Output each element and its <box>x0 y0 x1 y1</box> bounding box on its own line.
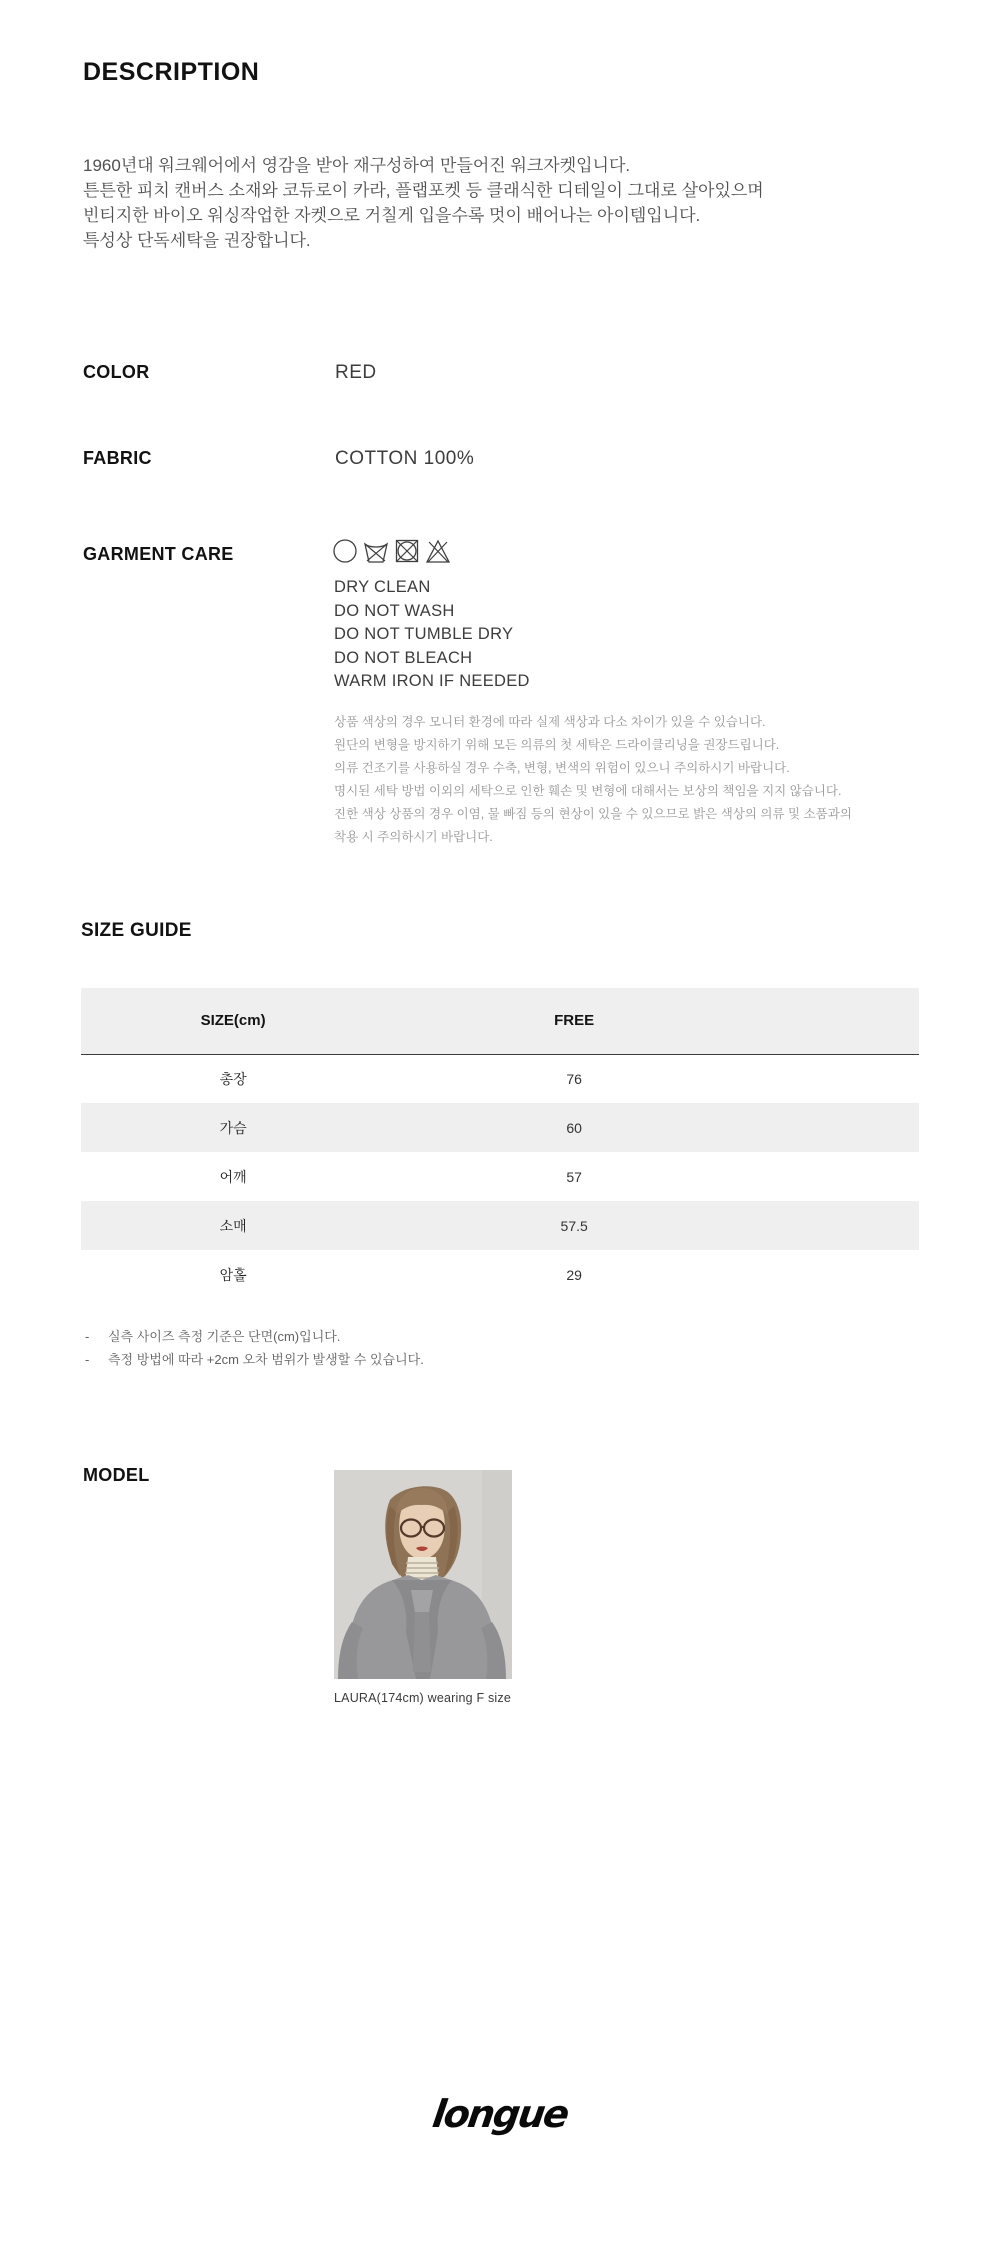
do-not-tumble-dry-icon <box>393 535 421 565</box>
care-disclaimer-line: 진한 색상 상품의 경우 이염, 물 빠짐 등의 현상이 있을 수 있으므로 밝은 색상의 의류 및 소품과의 <box>334 807 852 821</box>
measure-label: 총장 <box>219 1070 247 1087</box>
size-guide-notes <box>85 1325 424 1371</box>
measure-value: 60 <box>566 1119 582 1136</box>
description-title: DESCRIPTION <box>83 58 260 86</box>
care-instructions <box>334 576 530 694</box>
do-not-wash-icon <box>362 535 390 565</box>
care-disclaimer-line: 원단의 변형을 방지하기 위해 모든 의류의 첫 세탁은 드라이클리닝을 권장드립니다. <box>334 738 780 752</box>
do-not-bleach-icon <box>424 535 452 565</box>
size-guide-title: SIZE GUIDE <box>81 920 192 941</box>
empty-column-header <box>763 988 919 1054</box>
note-dash: - <box>85 1329 90 1344</box>
brand-logo: longue <box>429 2092 571 2136</box>
intro-line: 특성상 단독세탁을 권장합니다. <box>83 231 311 250</box>
measure-label: 어깨 <box>219 1168 247 1185</box>
table-row <box>81 1103 919 1152</box>
care-disclaimer-line: 상품 색상의 경우 모니터 환경에 따라 실제 색상과 다소 차이가 있을 수 있습니다. <box>334 715 766 729</box>
measure-value: 76 <box>566 1070 582 1087</box>
intro-line: 1960년대 워크웨어에서 영감을 받아 재구성하여 만들어진 워크자켓입니다. <box>83 156 631 175</box>
measure-label: 암홀 <box>219 1266 247 1283</box>
care-disclaimer-line: 명시된 세탁 방법 이외의 세탁으로 인한 훼손 및 변형에 대해서는 보상의 책임을 지지 않습니다. <box>334 784 842 798</box>
brand-footer <box>0 2092 1000 2136</box>
measure-value: 57.5 <box>560 1217 588 1234</box>
measure-value: 57 <box>566 1168 582 1185</box>
measure-label: 소매 <box>219 1217 247 1234</box>
note-dash: - <box>85 1352 90 1367</box>
care-instruction-line: DO NOT BLEACH <box>334 648 473 667</box>
dry-clean-circle-icon <box>331 535 359 565</box>
table-row <box>81 1054 919 1103</box>
care-disclaimers <box>334 711 852 849</box>
fabric-label: FABRIC <box>83 448 152 468</box>
care-disclaimer-line: 착용 시 주의하시기 바랍니다. <box>334 830 493 844</box>
model-figure <box>334 1470 512 1705</box>
care-disclaimer-line: 의류 건조기를 사용하실 경우 수축, 변형, 변색의 위험이 있으니 주의하시기 바랍니다. <box>334 761 790 775</box>
color-label: COLOR <box>83 362 150 382</box>
intro-line: 튼튼한 피치 캔버스 소재와 코듀로이 카라, 플랩포켓 등 클래식한 디테일이 그대로 살아있으며 <box>83 181 764 200</box>
care-instruction-line: DO NOT TUMBLE DRY <box>334 625 514 643</box>
color-value: RED <box>335 362 377 383</box>
note-text: 측정 방법에 따라 +2cm 오차 범위가 발생할 수 있습니다. <box>108 1352 424 1367</box>
size-table-header-row <box>81 988 919 1054</box>
size-guide-table <box>81 988 919 1299</box>
table-row <box>81 1152 919 1201</box>
care-symbols <box>331 535 452 565</box>
model-photo <box>334 1470 512 1679</box>
intro-line: 빈티지한 바이오 워싱작업한 자켓으로 거칠게 입을수록 멋이 배어나는 아이템입니다. <box>83 206 701 225</box>
size-note <box>85 1325 424 1348</box>
care-instruction-line: DRY CLEAN <box>334 578 431 596</box>
garment-care-label: GARMENT CARE <box>83 544 234 564</box>
model-caption: LAURA(174cm) wearing F size <box>334 1691 511 1705</box>
measure-value: 29 <box>566 1266 582 1283</box>
note-text: 실측 사이즈 측정 기준은 단면(cm)입니다. <box>108 1329 341 1344</box>
fabric-value: COTTON 100% <box>335 448 475 469</box>
care-instruction-line: WARM IRON IF NEEDED <box>334 672 530 690</box>
model-title: MODEL <box>83 1465 150 1485</box>
size-note <box>85 1348 424 1371</box>
size-column-header: SIZE(cm) <box>81 988 385 1054</box>
table-row <box>81 1201 919 1250</box>
measure-label: 가슴 <box>219 1119 247 1136</box>
description-intro <box>83 153 764 253</box>
free-column-header: FREE <box>385 988 763 1054</box>
care-instruction-line: DO NOT WASH <box>334 601 455 620</box>
table-row <box>81 1250 919 1299</box>
